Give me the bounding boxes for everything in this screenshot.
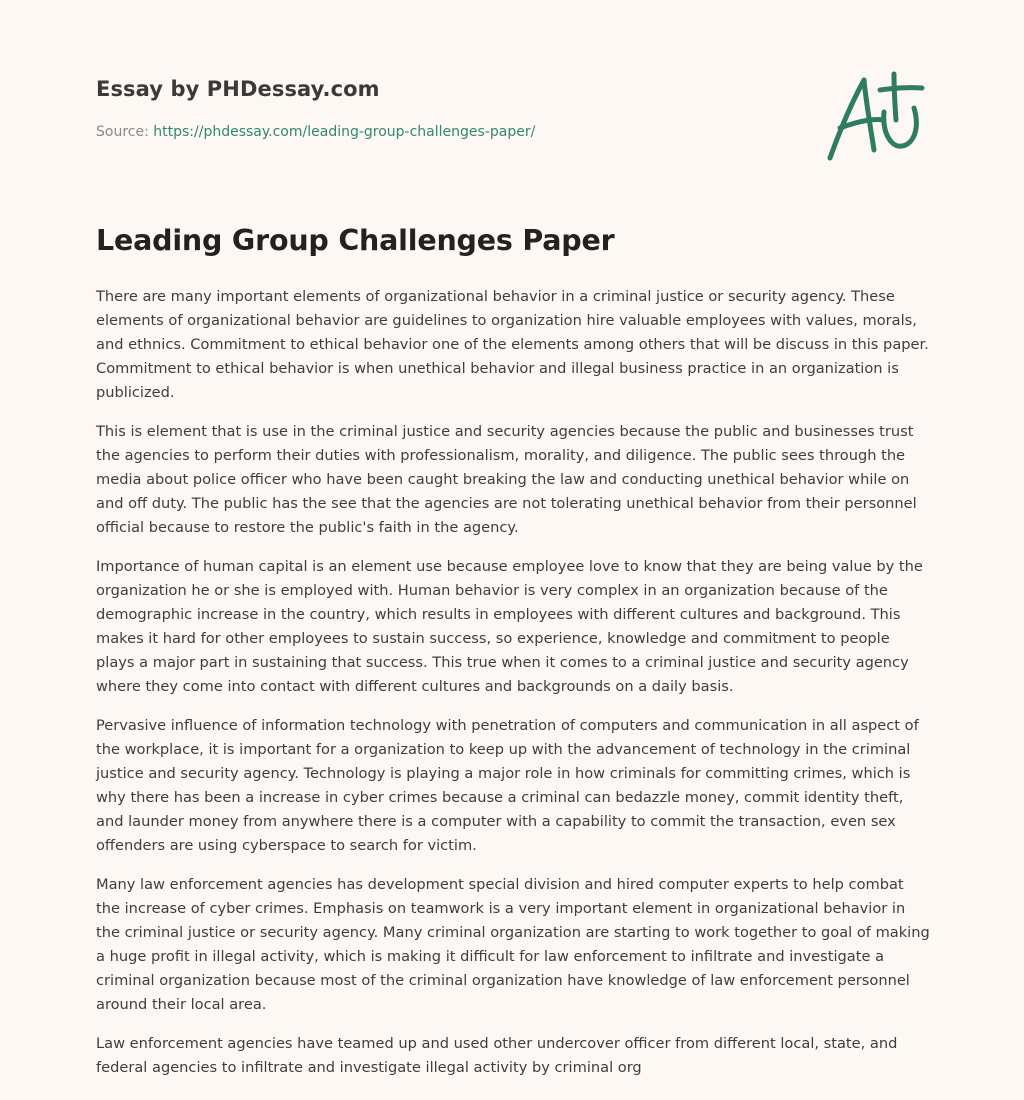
essay-title: Leading Group Challenges Paper [96, 224, 615, 257]
source-label: Source: [96, 124, 149, 140]
a-plus-logo-icon [822, 68, 926, 164]
essay-paragraph: There are many important elements of organizational behavior in a criminal justice or security agency. These elements of organizational behavior are guidelines to organization hire valuable employees with values, morals, and ethnics. Commitment to ethical behavior one of the elements among others that will be discuss in this paper. Commitment to ethical behavior is when unethical behavior and illegal business practice in an organization is publicized. [96, 288, 929, 401]
source-link[interactable]: https://phdessay.com/leading-group-challenges-paper/ [153, 124, 536, 140]
essay-paragraph: Many law enforcement agencies has development special division and hired computer experts to help combat the increase of cyber crimes. Emphasis on teamwork is a very important element in organizational behavior in the criminal justice or security agency. Many criminal organization are starting to work together to goal of making a huge profit in illegal activity, which is making it difficult for law enforcement to infiltrate and investigate a criminal organization because most of the criminal organization have knowledge of law enforcement personnel around their local area. [96, 876, 930, 1013]
essay-paragraph: Law enforcement agencies have teamed up and used other undercover officer from different local, state, and federal agencies to infiltrate and investigate illegal activity by criminal org [96, 1035, 898, 1076]
source-line [96, 124, 535, 140]
essay-paragraph: Importance of human capital is an element use because employee love to know that they are being value by the organization he or she is employed with. Human behavior is very complex in an organization because of the demographic increase in the country, which results in employees with different cultures and background. This makes it hard for other employees to sustain success, so experience, knowledge and commitment to people plays a major part in sustaining that success. This true when it comes to a criminal justice and security agency where they come into contact with different cultures and backgrounds on a daily basis. [96, 558, 923, 695]
essay-body [96, 285, 932, 1095]
essay-paragraph: This is element that is use in the criminal justice and security agencies because the public and businesses trust the agencies to perform their duties with professionalism, morality, and diligence. The public sees through the media about police officer who have been caught breaking the law and conducting unethical behavior while on and off duty. The public has the see that the agencies are not tolerating unethical behavior from their personnel official because to restore the public's faith in the agency. [96, 423, 917, 536]
essay-paragraph: Pervasive influence of information technology with penetration of computers and communication in all aspect of the workplace, it is important for a organization to keep up with the advancement of technology in the criminal justice and security agency. Technology is playing a major role in how criminals for committing crimes, which is why there has been a increase in cyber crimes because a criminal can bedazzle money, commit identity theft, and launder money from anywhere there is a computer with a capability to commit the transaction, even sex offenders are using cyberspace to search for victim. [96, 717, 919, 854]
site-title: Essay by PHDessay.com [96, 77, 380, 101]
